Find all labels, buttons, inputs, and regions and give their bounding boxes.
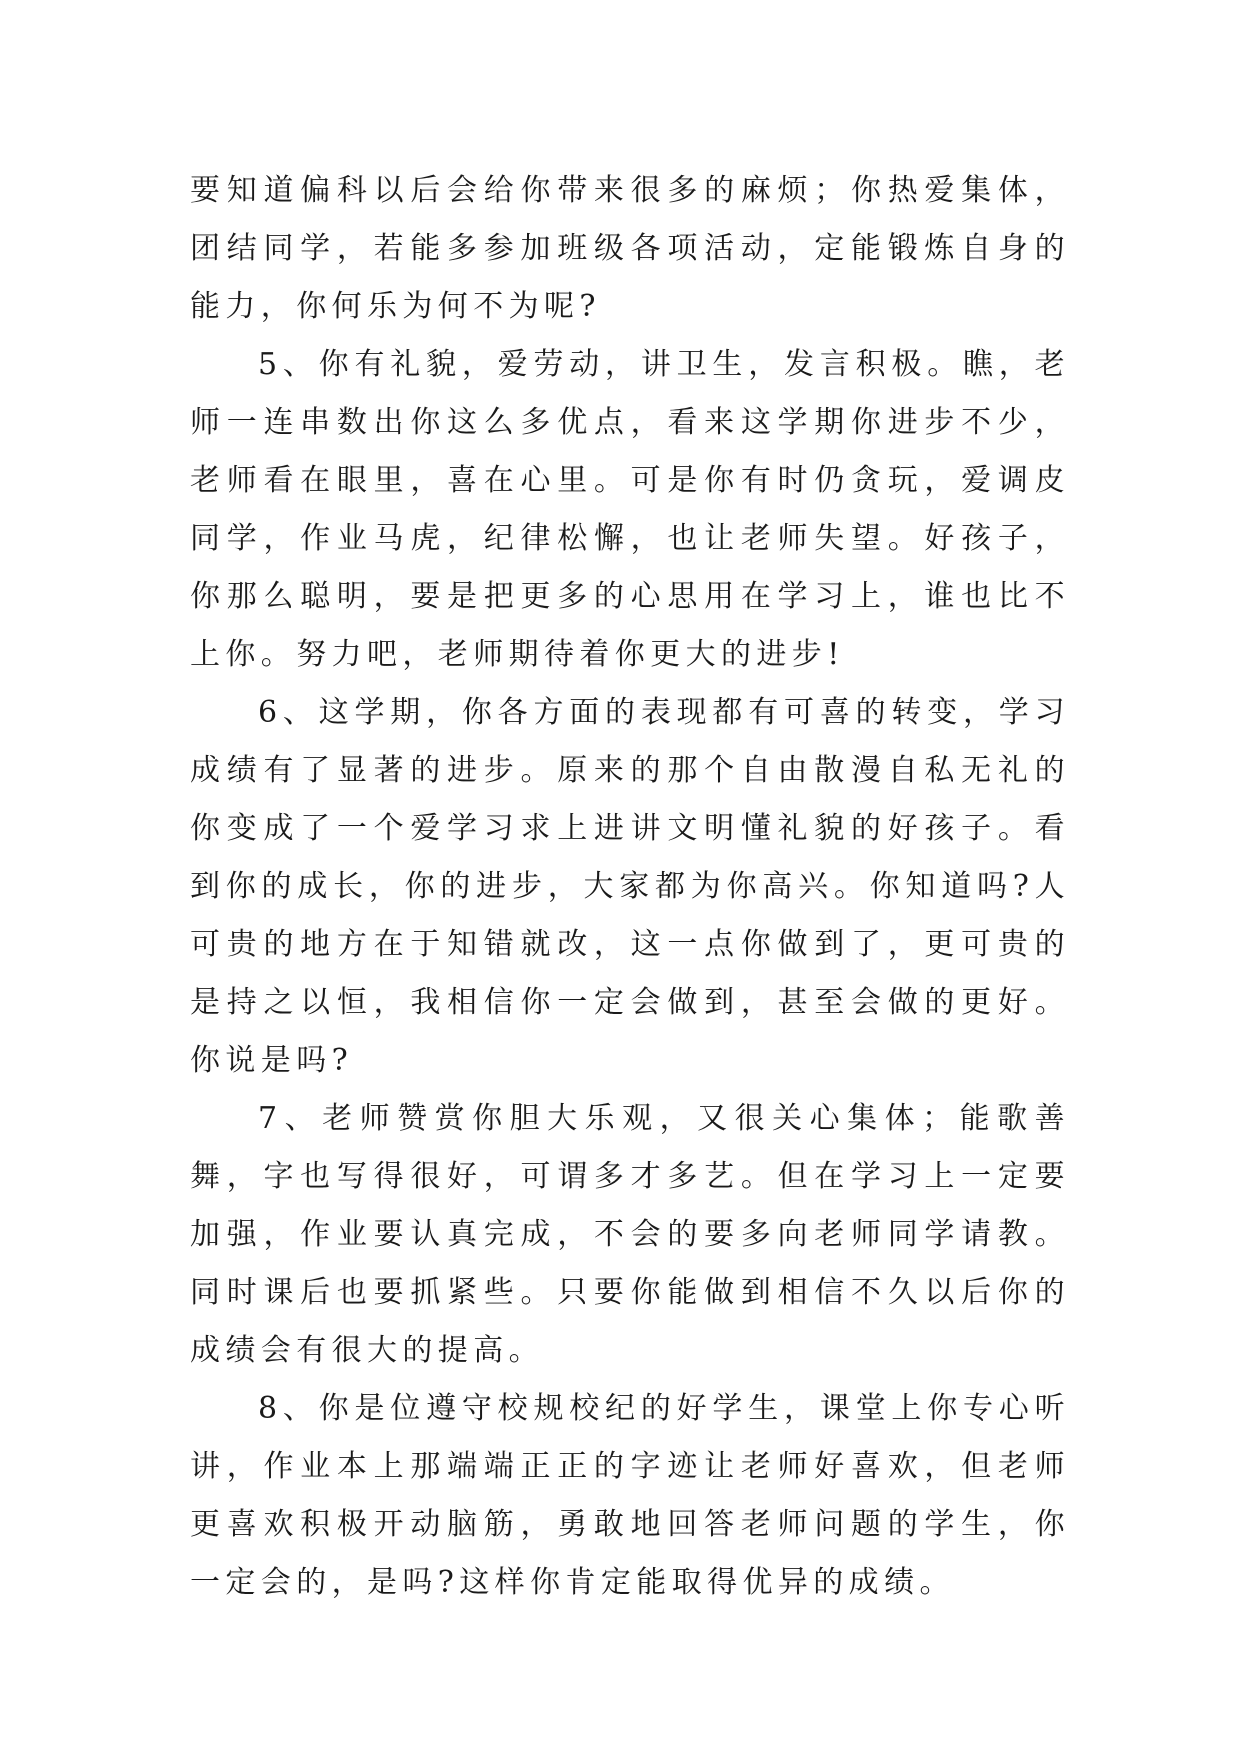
paragraph-item-7: 7、老师赞赏你胆大乐观，又很关心集体；能歌善舞，字也写得很好，可谓多才多艺。但在学习上一定要加强，作业要认真完成，不会的要多向老师同学请教。同时课后也要抓紧些。只要你能做到相信不久以后你的成绩会有很大的提高。 — [190, 1101, 1070, 1368]
paragraph-item-5: 5、你有礼貌，爱劳动，讲卫生，发言积极。瞧，老师一连串数出你这么多优点，看来这学期你进步不少，老师看在眼里，喜在心里。可是你有时仍贪玩，爱调皮同学，作业马虎，纪律松懈，也让老师失望。好孩子，你那么聪明，要是把更多的心思用在学习上，谁也比不上你。努力吧，老师期待着你更大的进步! — [190, 347, 1070, 672]
paragraph-item-6: 6、这学期，你各方面的表现都有可喜的转变，学习成绩有了显著的进步。原来的那个自由散漫自私无礼的你变成了一个爱学习求上进讲文明懂礼貌的好孩子。看到你的成长，你的进步，大家都为你高兴。你知道吗?人可贵的地方在于知错就改，这一点你做到了，更可贵的是持之以恒，我相信你一定会做到，甚至会做的更好。你说是吗? — [190, 695, 1070, 1078]
document-body — [190, 162, 1070, 1612]
paragraph-continuation: 要知道偏科以后会给你带来很多的麻烦；你热爱集体，团结同学，若能多参加班级各项活动，定能锻炼自身的能力，你何乐为何不为呢? — [190, 173, 1070, 324]
paragraph-item-8: 8、你是位遵守校规校纪的好学生，课堂上你专心听讲，作业本上那端端正正的字迹让老师好喜欢，但老师更喜欢积极开动脑筋，勇敢地回答老师问题的学生，你一定会的，是吗?这样你肯定能取得优异的成绩。 — [190, 1391, 1070, 1600]
